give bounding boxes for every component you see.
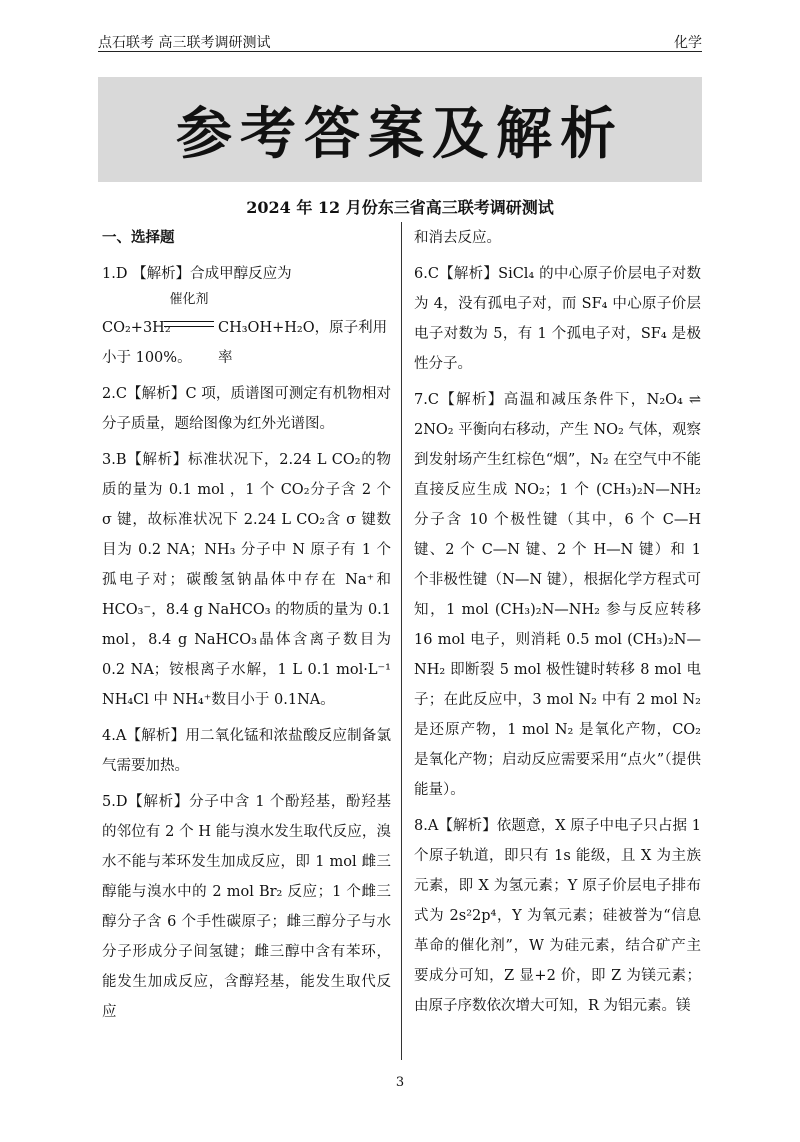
- reaction-catalyst: 催化剂: [169, 292, 209, 307]
- answer-5: 5.D【解析】分子中含 1 个酚羟基，酚羟基的邻位有 2 个 H 能与溴水发生取代反应，溴水不能与苯环发生加成反应，即 1 mol 雌三醇能与溴水中的 2 mol Br₂ 反应；1 个雌三醇分子含 6 个手性碳原子；雌三醇分子与水分子形成分子间氢键；雌三醇中含有苯环，能发生加成反应，含醇羟基，能发生取代反应: [102, 794, 391, 1020]
- left-column: [102, 223, 391, 1027]
- page-header: [98, 30, 702, 52]
- answer-6: 6.C【解析】SiCl₄ 的中心原子价层电子对数为 4，没有孤电子对，而 SF₄ 中心原子价层电子对数为 5，有 1 个孤电子对，SF₄ 是极性分子。: [414, 266, 701, 372]
- answer-2: 2.C【解析】C 项，质谱图可测定有机物相对分子质量，题给图像为红外光谱图。: [102, 386, 391, 432]
- answer-8: 8.A【解析】依题意，X 原子中电子只占据 1 个原子轨道，即只有 1s 能级，且 X 为主族元素，即 X 为氢元素；Y 原子价层电子排布式为 2s²2p⁴，Y 为氧元素；硅被誉为“信息革命的催化剂”，W 为硅元素，结合矿产主要成分可知，Z 显+2 价，即 Z 为镁元素；由原子序数依次增大可知，R 为铝元素。镁: [414, 818, 701, 1014]
- reaction-products: CH₃OH+H₂O，原子利用率: [218, 320, 388, 366]
- right-column: [414, 223, 701, 1021]
- reaction-equals-sign: [164, 321, 214, 327]
- column-divider: [401, 222, 402, 1060]
- title-banner: [98, 77, 702, 182]
- answer-5-end: 和消去反应。: [414, 230, 501, 246]
- header-exam-name: 点石联考 高三联考调研测试: [98, 35, 271, 51]
- exam-subtitle: 2024 年 12 月份东三省高三联考调研测试: [246, 198, 554, 217]
- header-subject: 化学: [674, 35, 702, 51]
- answer-1-intro: 1.D 【解析】合成甲醇反应为: [102, 266, 292, 282]
- page-number: 3: [395, 1075, 405, 1090]
- answer-1-end: 小于 100%。: [102, 350, 192, 366]
- answer-7: 7.C【解析】高温和减压条件下，N₂O₄ ⇌ 2NO₂ 平衡向右移动，产生 NO₂ 气体，观察到发射场产生红棕色“烟”，N₂ 在空气中不能直接反应生成 NO₂；1 个 (CH₃)₂N—NH₂ 分子含 10 个极性键（其中，6 个 C—H 键、2 个 C—N 键、2 个 H—N 键）和 1 个非极性键（N—N 键），根据化学方程式可知，1 mol (CH₃)₂N—NH₂ 参与反应转移 16 mol 电子，则消耗 0.5 mol (CH₃)₂N—NH₂ 即断裂 5 mol 极性键时转移 8 mol 电子；在此反应中，3 mol N₂ 中有 2 mol N₂ 是还原产物，1 mol N₂ 是氧化产物，CO₂ 是氧化产物；启动反应需要采用“点火”（提供能量）。: [414, 392, 701, 798]
- banner-title: 参考答案及解析: [176, 100, 624, 167]
- answer-4: 4.A【解析】用二氧化锰和浓盐酸反应制备氯气需要加热。: [102, 728, 391, 774]
- answer-3: 3.B【解析】标准状况下，2.24 L CO₂的物质的量为 0.1 mol ，1 个 CO₂分子含 2 个 σ 键，故标准状况下 2.24 L CO₂含 σ 键数目为 0.2 NA；NH₃ 分子中 N 原子有 1 个孤电子对；碳酸氢钠晶体中存在 Na⁺和 HCO₃⁻，8.4 g NaHCO₃ 的物质的量为 0.1 mol，8.4 g NaHCO₃晶体含离子数目为 0.2 NA；铵根离子水解，1 L 0.1 mol·L⁻¹ NH₄Cl 中 NH₄⁺数目小于 0.1NA。: [102, 452, 391, 708]
- section-heading: 一、选择题: [102, 229, 175, 246]
- reaction-reactants: CO₂+3H₂: [102, 320, 171, 336]
